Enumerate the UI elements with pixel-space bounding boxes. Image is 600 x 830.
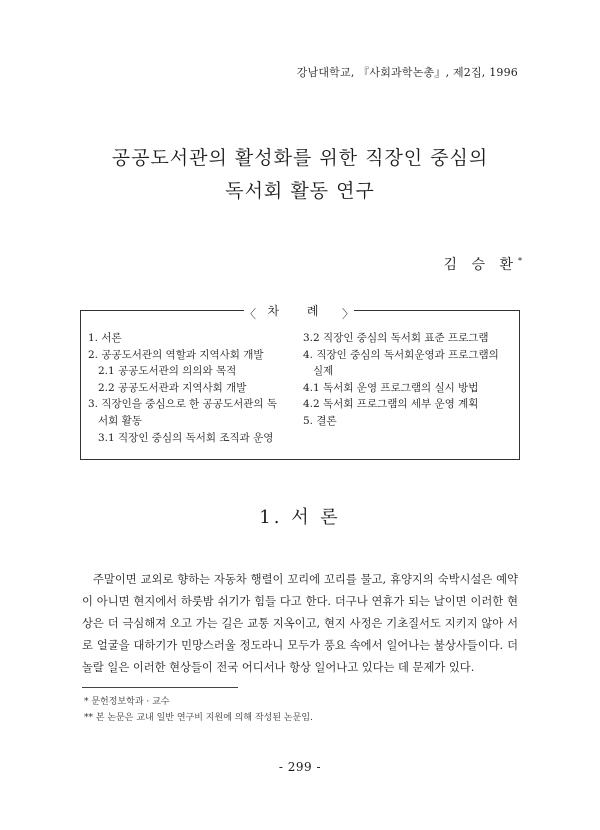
author-name: [444, 254, 522, 274]
toc-right-column: [303, 330, 515, 430]
toc-bracket-left: 〈: [244, 307, 257, 321]
toc-item: 3.2 직장인 중심의 독서회 표준 프로그램: [303, 332, 489, 344]
footnote-affiliation: * 문헌정보학과 · 교수: [84, 697, 170, 707]
journal-citation: 강남대학교, 『사회과학논총』, 제2집, 1996: [296, 66, 518, 79]
author-footnote-mark: *: [518, 256, 522, 266]
toc-item: 2.1 공공도서관의 의의와 목적: [98, 365, 237, 378]
toc-item: 실제: [313, 365, 334, 378]
toc-item: 5. 결론: [303, 414, 337, 427]
author-name-text: 김 승 환: [443, 257, 518, 273]
toc-bracket-right: 〉: [341, 307, 354, 321]
toc-heading: [244, 301, 354, 321]
toc-item: 3. 직장인을 중심으로 한 공공도서관의 독: [88, 398, 277, 411]
toc-item: 4.1 독서회 운영 프로그램의 실시 방법: [303, 381, 479, 394]
toc-item: 2. 공공도서관의 역할과 지역사회 개발: [88, 348, 264, 361]
footnote-divider: [82, 687, 238, 688]
introduction-paragraph: 주말이면 교외로 향하는 자동차 행렬이 꼬리에 꼬리를 물고, 휴양지의 숙박시설은 예약이 아니면 현지에서 하룻밤 쉬기가 힘들 다고 한다. 더구나 연휴가 되는 날이면 이러한 현상은 더 극심해져 오고 가는 길은 교통 지옥이고, 현지 사정은 기초질서도 지키지 않아 서로 얼굴을 대하기가 민망스러울 정도라니 모두가 풍요 속에서 일어나는 불상사들이다. 더 놀랄 일은 이러한 현상들이 전국 어디서나 항상 일어나고 있다는 데 문제가 있다.: [82, 573, 518, 674]
page-number: - 299 -: [278, 760, 322, 774]
toc-item: 3.1 직장인 중심의 독서회 조직과 운영: [98, 431, 274, 444]
toc-item: 4. 직장인 중심의 독서회운영과 프로그램의: [303, 348, 499, 361]
toc-left-column: [88, 330, 288, 446]
toc-item: 2.2 공공도서관과 지역사회 개발: [98, 381, 247, 394]
toc-item: 4.2 독서회 프로그램의 세부 운영 계획: [303, 398, 479, 411]
footnote-funding: ** 본 논문은 교내 일반 연구비 지원에 의해 작성된 논문임.: [84, 713, 313, 723]
paper-title-line-2: 독서회 활동 연구: [225, 180, 375, 202]
toc-item: 서회 활동: [98, 414, 142, 427]
toc-item: 1. 서론: [88, 332, 122, 344]
paper-title-line-1: 공공도서관의 활성화를 위한 직장인 중심의: [111, 147, 489, 169]
footnotes: [84, 694, 313, 726]
section-heading-introduction: 1. 서 론: [259, 507, 341, 528]
toc-heading-text: 차 례: [267, 304, 331, 318]
